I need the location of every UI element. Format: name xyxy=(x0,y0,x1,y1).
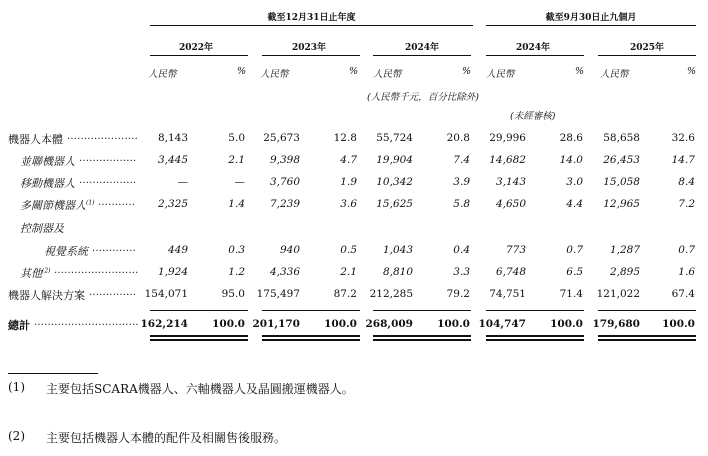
table-cell: 100.0 xyxy=(550,318,583,330)
header-percent: % xyxy=(575,66,585,77)
table-cell: 67.4 xyxy=(671,288,695,300)
table-cell: 26,453 xyxy=(603,154,640,166)
header-currency: 人民幣 xyxy=(260,69,289,80)
table-cell: 25,673 xyxy=(263,132,300,144)
table-cell: 179,680 xyxy=(592,318,640,330)
total-double-rule-1 xyxy=(598,335,696,337)
table-cell: 20.8 xyxy=(446,132,470,144)
header-currency: 人民幣 xyxy=(373,69,402,80)
row-label: 並聯機器人 xyxy=(20,155,75,168)
table-cell: 5.8 xyxy=(453,198,470,210)
total-double-rule-2 xyxy=(486,339,584,341)
table-cell: 0.7 xyxy=(678,244,695,256)
table-cell: 773 xyxy=(505,244,526,256)
table-cell: 3.9 xyxy=(453,176,470,188)
total-double-rule-2 xyxy=(150,339,248,341)
total-double-rule-1 xyxy=(486,335,584,337)
total-double-rule-1 xyxy=(373,335,471,337)
table-cell: — xyxy=(177,176,188,188)
header-year-rule xyxy=(373,55,471,56)
table-cell: 12.8 xyxy=(333,132,357,144)
table-cell: 14.7 xyxy=(671,154,695,166)
table-cell: 0.7 xyxy=(566,244,583,256)
table-cell: 100.0 xyxy=(437,318,470,330)
table-cell: 201,170 xyxy=(252,318,300,330)
footnote-ref: (2) xyxy=(42,267,51,275)
header-year-rule xyxy=(486,55,584,56)
header-year: 2023年 xyxy=(291,43,327,53)
table-cell: 4.4 xyxy=(566,198,583,210)
header-year: 2022年 xyxy=(178,43,214,53)
table-cell: 3.0 xyxy=(566,176,583,188)
table-cell: 1,287 xyxy=(609,244,640,256)
table-cell: 121,022 xyxy=(596,288,640,300)
header-percent: % xyxy=(237,66,247,77)
table-cell: 28.6 xyxy=(559,132,583,144)
header-year: 2025年 xyxy=(629,43,665,53)
leader-dots: ................. xyxy=(79,153,137,164)
table-cell: 8.4 xyxy=(678,176,695,188)
leader-dots: ............................... xyxy=(34,317,139,328)
table-cell: 10,342 xyxy=(376,176,413,188)
table-cell: 0.3 xyxy=(228,244,245,256)
leader-dots: ..................... xyxy=(67,131,138,142)
subtotal-rule xyxy=(262,310,360,311)
header-year-rule xyxy=(150,55,248,56)
table-cell: 8,810 xyxy=(382,266,413,278)
table-cell: 3,143 xyxy=(495,176,526,188)
table-cell: 1.6 xyxy=(678,266,695,278)
table-cell: 71.4 xyxy=(559,288,583,300)
total-double-rule-2 xyxy=(262,339,360,341)
table-cell: 212,285 xyxy=(369,288,413,300)
row-label: 總計 xyxy=(8,319,30,332)
row-label: 機器人解決方案 xyxy=(8,289,85,302)
table-cell: 3.3 xyxy=(453,266,470,278)
table-cell: 100.0 xyxy=(212,318,245,330)
table-cell: 19,904 xyxy=(376,154,413,166)
header-group-nine-months-rule xyxy=(486,25,696,26)
total-double-rule-2 xyxy=(373,339,471,341)
table-cell: 5.0 xyxy=(228,132,245,144)
subtotal-rule xyxy=(598,310,696,311)
table-cell: 8,143 xyxy=(157,132,188,144)
leader-dots: ............. xyxy=(92,243,136,254)
row-label: 視覺系統 xyxy=(44,245,88,258)
subtotal-rule xyxy=(486,310,584,311)
table-cell: 3.6 xyxy=(340,198,357,210)
table-cell: 32.6 xyxy=(671,132,695,144)
header-group-year: 截至12月31日止年度 xyxy=(267,13,356,23)
table-cell: 74,751 xyxy=(489,288,526,300)
total-double-rule-1 xyxy=(262,335,360,337)
table-cell: 0.5 xyxy=(340,244,357,256)
row-label: 控制器及 xyxy=(20,222,64,235)
table-cell: 2,325 xyxy=(157,198,188,210)
header-unaudited: (未經審核) xyxy=(510,111,556,122)
table-cell: 58,658 xyxy=(603,132,640,144)
header-currency: 人民幣 xyxy=(486,69,515,80)
table-cell: 7,239 xyxy=(269,198,300,210)
total-double-rule-1 xyxy=(150,335,248,337)
table-cell: 4,650 xyxy=(495,198,526,210)
subtotal-rule xyxy=(373,310,471,311)
leader-dots: ........... xyxy=(98,197,136,208)
row-label: 移動機器人 xyxy=(20,177,75,190)
total-double-rule-2 xyxy=(598,339,696,341)
table-cell: 1.9 xyxy=(340,176,357,188)
table-cell: 7.4 xyxy=(453,154,470,166)
header-year-rule xyxy=(598,55,696,56)
table-cell: 940 xyxy=(279,244,300,256)
table-cell: 14.0 xyxy=(559,154,583,166)
header-group-year-rule xyxy=(150,25,473,26)
table-cell: 449 xyxy=(167,244,188,256)
table-cell: 4,336 xyxy=(269,266,300,278)
table-cell: 95.0 xyxy=(221,288,245,300)
table-cell: 6,748 xyxy=(495,266,526,278)
leader-dots: .............. xyxy=(89,287,137,298)
table-cell: 6.5 xyxy=(566,266,583,278)
header-group-nine-months: 截至9月30日止九個月 xyxy=(545,13,637,23)
subtotal-rule xyxy=(150,310,248,311)
table-cell: 4.7 xyxy=(340,154,357,166)
table-cell: 0.4 xyxy=(453,244,470,256)
header-currency: 人民幣 xyxy=(600,69,629,80)
table-cell: 104,747 xyxy=(478,318,526,330)
header-percent: % xyxy=(349,66,359,77)
table-cell: 29,996 xyxy=(489,132,526,144)
footnote-ref: (1) xyxy=(86,199,95,207)
table-cell: 2,895 xyxy=(609,266,640,278)
header-year: 2024年 xyxy=(515,43,551,53)
table-cell: 15,625 xyxy=(376,198,413,210)
table-cell: 87.2 xyxy=(333,288,357,300)
header-currency: 人民幣 xyxy=(148,69,177,80)
table-cell: 1,924 xyxy=(157,266,188,278)
footnote-number: (1) xyxy=(8,380,25,394)
table-cell: 79.2 xyxy=(446,288,470,300)
row-label: 其他$^{(2)}$ xyxy=(20,267,51,280)
row-label: 多關節機器人$^{(1)}$ xyxy=(20,199,95,212)
table-cell: 9,398 xyxy=(269,154,300,166)
table-cell: 100.0 xyxy=(324,318,357,330)
footnote-number: (2) xyxy=(8,429,25,443)
table-cell: 1,043 xyxy=(382,244,413,256)
header-percent: % xyxy=(687,66,697,77)
table-cell: 12,965 xyxy=(603,198,640,210)
header-year: 2024年 xyxy=(404,43,440,53)
table-cell: 100.0 xyxy=(662,318,695,330)
row-label: 機器人本體 xyxy=(8,133,63,146)
table-cell: 14,682 xyxy=(489,154,526,166)
header-unit-note: (人民幣千元，百分比除外) xyxy=(367,92,479,103)
footnote-separator xyxy=(8,373,98,374)
header-percent: % xyxy=(462,66,472,77)
leader-dots: ......................... xyxy=(54,265,139,276)
table-cell: — xyxy=(234,176,245,188)
header-year-rule xyxy=(262,55,360,56)
footnote-text: 主要包括機器人本體的配件及相關售後服務。 xyxy=(46,431,287,445)
table-cell: 2.1 xyxy=(228,154,245,166)
table-cell: 1.2 xyxy=(228,266,245,278)
footnote-text: 主要包括SCARA機器人、六軸機器人及晶圓搬運機器人。 xyxy=(46,382,354,396)
table-cell: 175,497 xyxy=(256,288,300,300)
table-cell: 1.4 xyxy=(228,198,245,210)
table-cell: 2.1 xyxy=(340,266,357,278)
table-cell: 15,058 xyxy=(603,176,640,188)
leader-dots: ................. xyxy=(79,175,137,186)
table-cell: 162,214 xyxy=(140,318,188,330)
table-cell: 268,009 xyxy=(365,318,413,330)
table-cell: 154,071 xyxy=(144,288,188,300)
table-cell: 55,724 xyxy=(376,132,413,144)
table-cell: 3,760 xyxy=(269,176,300,188)
table-cell: 3,445 xyxy=(157,154,188,166)
table-cell: 7.2 xyxy=(678,198,695,210)
